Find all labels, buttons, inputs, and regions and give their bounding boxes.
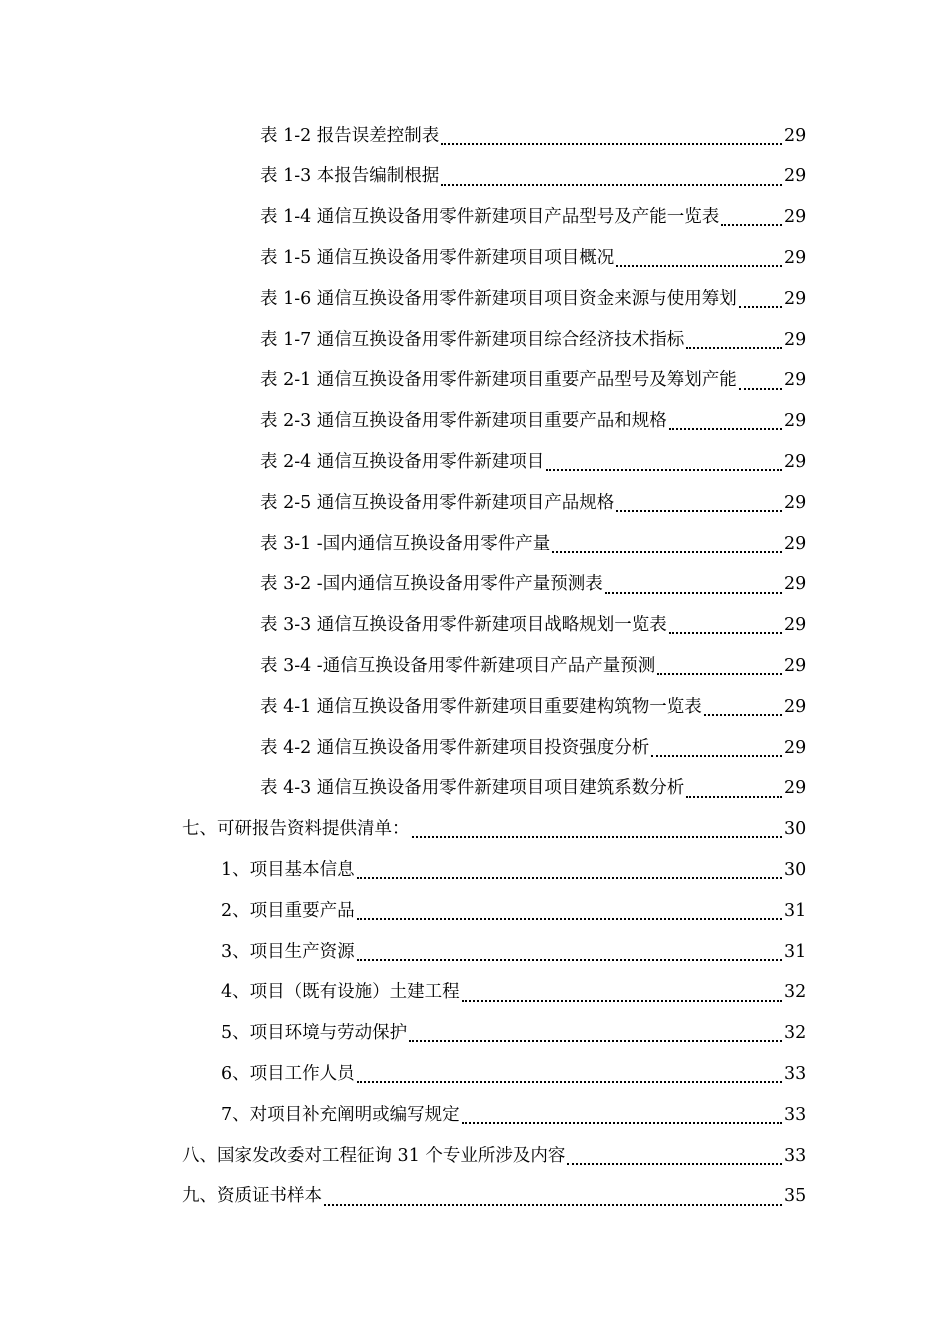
toc-entry[interactable] [0,402,950,443]
toc-dot-leader [441,184,782,186]
toc-dot-leader [739,388,782,390]
toc-entry-page-number: 29 [784,737,807,758]
toc-entry-page-number: 29 [784,656,807,676]
toc-entry-page-number: 29 [784,248,807,269]
toc-entry[interactable] [0,361,950,402]
toc-entry-title: 表 1-4 通信互换设备用零件新建项目产品型号及产能一览表 [260,207,720,228]
toc-entry[interactable] [0,157,950,198]
toc-dot-leader [605,592,782,594]
toc-entry[interactable] [0,483,950,524]
toc-entry-page-number: 29 [784,452,807,473]
toc-entry-title: 表 3-1 -国内通信互换设备用零件产量 [260,533,551,554]
toc-entry[interactable] [0,1014,950,1055]
toc-entry-title: 表 4-3 通信互换设备用零件新建项目项目建筑系数分析 [260,778,685,799]
toc-entry[interactable] [0,565,950,606]
toc-entry[interactable] [0,646,950,687]
toc-entry-title: 4、项目（既有设施）土建工程 [221,982,460,1003]
toc-entry-title: 表 2-5 通信互换设备用零件新建项目产品规格 [260,492,615,513]
toc-entry-title: 表 3-3 通信互换设备用零件新建项目战略规划一览表 [260,615,667,636]
toc-entry-title: 6、项目工作人员 [221,1063,355,1084]
toc-entry-page-number: 29 [784,574,807,595]
toc-entry-title: 表 2-1 通信互换设备用零件新建项目重要产品型号及筹划产能 [260,370,737,391]
toc-entry-page-number: 35 [784,1186,807,1207]
toc-entry-page-number: 29 [784,411,807,432]
toc-entry-page-number: 29 [784,778,807,799]
toc-entry-page-number: 30 [784,819,807,840]
toc-entry[interactable] [0,524,950,565]
toc-dot-leader [669,632,782,634]
toc-entry-title: 5、项目环境与劳动保护 [221,1023,408,1044]
toc-entry-title: 九、资质证书样本 [182,1186,322,1207]
toc-entry[interactable] [0,932,950,973]
toc-dot-leader [462,1000,782,1002]
toc-entry-title: 表 2-3 通信互换设备用零件新建项目重要产品和规格 [260,411,667,432]
toc-entry[interactable] [0,810,950,851]
toc-entry-page-number: 31 [784,941,807,962]
toc-entry-title: 表 3-2 -国内通信互换设备用零件产量预测表 [260,574,603,595]
toc-entry[interactable] [0,279,950,320]
toc-entry-page-number: 29 [784,533,807,554]
toc-dot-leader [357,1081,782,1083]
toc-entry-page-number: 29 [784,125,807,146]
toc-dot-leader [616,510,782,512]
toc-entry-title: 2、项目重要产品 [221,900,355,921]
toc-entry-page-number: 33 [784,1104,807,1125]
toc-dot-leader [409,1040,782,1042]
toc-entry[interactable] [0,1054,950,1095]
toc-entry-title: 表 1-2 报告误差控制表 [260,125,440,146]
toc-dot-leader [669,428,782,430]
toc-entry-title: 七、可研报告资料提供清单： [182,819,410,840]
toc-dot-leader [657,673,782,675]
toc-dot-leader [616,265,782,267]
toc-dot-leader [686,347,782,349]
toc-entry-page-number: 29 [784,207,807,228]
toc-dot-leader [462,1122,782,1124]
toc-entry-title: 表 1-3 本报告编制根据 [260,166,440,187]
toc-entry[interactable] [0,850,950,891]
toc-entry-page-number: 32 [784,982,807,1003]
toc-entry-page-number: 29 [784,492,807,513]
toc-dot-leader [357,918,782,920]
toc-entry[interactable] [0,1136,950,1177]
toc-entry-title: 表 1-6 通信互换设备用零件新建项目项目资金来源与使用筹划 [260,288,737,309]
toc-entry-page-number: 33 [784,1145,807,1166]
toc-entry-title: 表 3-4 -通信互换设备用零件新建项目产品产量预测 [260,656,656,676]
toc-dot-leader [552,551,782,553]
toc-entry-page-number: 29 [784,615,807,636]
toc-dot-leader [651,755,782,757]
toc-entry-page-number: 32 [784,1023,807,1044]
toc-dot-leader [546,469,782,471]
toc-entry-title: 八、国家发改委对工程征询 31 个专业所涉及内容 [182,1145,566,1166]
toc-entry[interactable] [0,687,950,728]
toc-entry-page-number: 30 [784,859,807,880]
toc-entry[interactable] [0,606,950,647]
toc-entry[interactable] [0,728,950,769]
toc-entry-title: 7、对项目补充阐明或编写规定 [221,1104,460,1125]
toc-dot-leader [324,1204,782,1206]
toc-entry[interactable] [0,238,950,279]
toc-dot-leader [441,143,782,145]
toc-dot-leader [412,836,783,838]
toc-dot-leader [721,224,782,226]
toc-entry-title: 1、项目基本信息 [221,859,355,880]
toc-entry-page-number: 33 [784,1063,807,1084]
toc-dot-leader [686,796,782,798]
toc-entry[interactable] [0,891,950,932]
toc-entry[interactable] [0,442,950,483]
toc-entry-title: 3、项目生产资源 [221,941,355,962]
toc-entry-page-number: 29 [784,166,807,187]
toc-entry-title: 表 2-4 通信互换设备用零件新建项目 [260,452,545,473]
toc-entry-title: 表 4-2 通信互换设备用零件新建项目投资强度分析 [260,737,650,758]
toc-entry[interactable] [0,1177,950,1218]
toc-dot-leader [704,714,782,716]
toc-entry[interactable] [0,1095,950,1136]
toc-entry-page-number: 31 [784,900,807,921]
toc-entry[interactable] [0,973,950,1014]
toc-entry-page-number: 29 [784,329,807,350]
toc-dot-leader [567,1163,782,1165]
toc-entry[interactable] [0,769,950,810]
table-of-contents [0,116,950,1218]
toc-dot-leader [739,306,782,308]
toc-entry-title: 表 4-1 通信互换设备用零件新建项目重要建构筑物一览表 [260,696,702,717]
toc-entry-page-number: 29 [784,370,807,391]
toc-entry[interactable] [0,320,950,361]
toc-entry[interactable] [0,198,950,239]
toc-dot-leader [357,959,782,961]
toc-entry-page-number: 29 [784,696,807,717]
toc-entry-page-number: 29 [784,288,807,309]
toc-entry-title: 表 1-7 通信互换设备用零件新建项目综合经济技术指标 [260,329,685,350]
toc-entry[interactable] [0,116,950,157]
toc-entry-title: 表 1-5 通信互换设备用零件新建项目项目概况 [260,248,615,269]
toc-dot-leader [357,877,782,879]
